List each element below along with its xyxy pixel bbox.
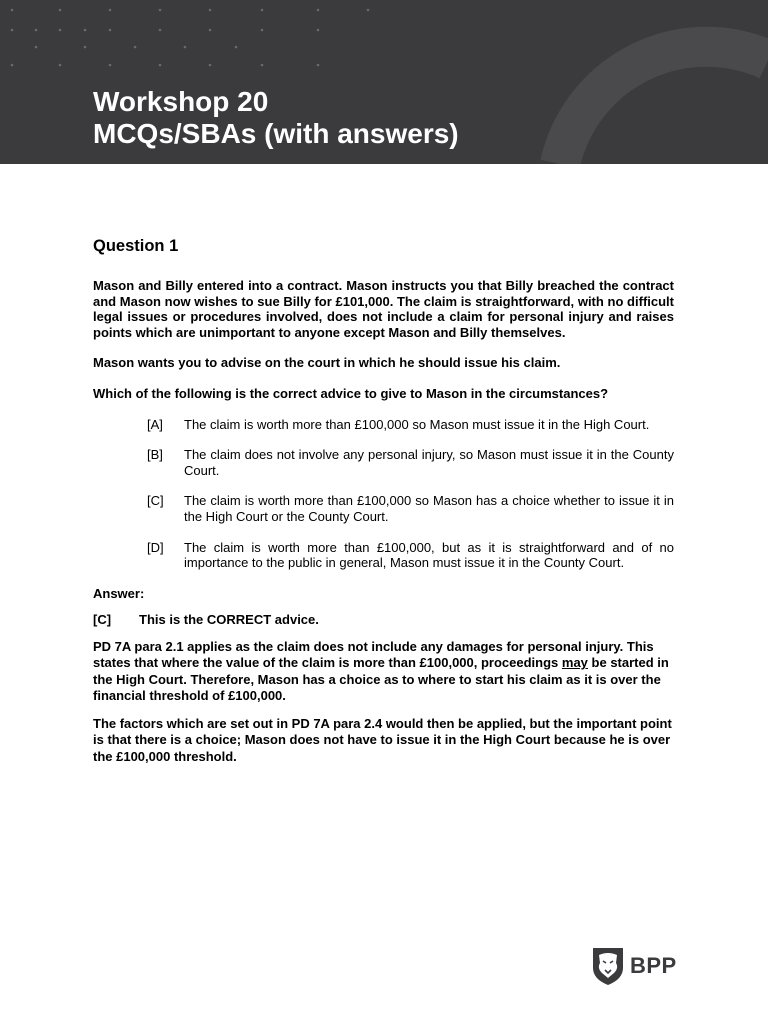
question-instruction: Mason wants you to advise on the court in which he should issue his claim. — [93, 355, 561, 371]
answer-explanation-2: The factors which are set out in PD 7A para 2.4 would then be applied, but the important point is that there is a choice; Mason does not have to issue it in the High Court because he is over the £100,000 threshold. — [93, 715, 672, 764]
option-letter: [D] — [147, 539, 164, 555]
option-c — [93, 493, 674, 524]
option-text: The claim does not involve any personal injury, so Mason must issue it in the County Court. — [184, 447, 674, 478]
option-letter: [A] — [147, 416, 163, 432]
answer-verdict: This is the CORRECT advice. — [139, 612, 319, 628]
option-text: The claim is worth more than £100,000, but as it is straightforward and of no importance to the public in general, Mason must issue it in the County Court. — [184, 539, 674, 571]
option-a — [93, 417, 674, 433]
underlined-word: may — [561, 655, 588, 671]
question-heading: Question 1 — [93, 237, 179, 255]
lion-shield-icon — [590, 946, 626, 986]
question-scenario: Mason and Billy entered into a contract. Mason instructs you that Billy breached the contract and Mason now wishes to sue Billy for £101,000. The claim is straightforward, with no difficult legal issues or procedures involved, does not include a claim for personal injury and raises points which are unimportant to anyone except Mason and Billy themselves. — [93, 278, 674, 340]
option-letter: [C] — [147, 493, 164, 509]
question-content — [93, 236, 674, 776]
explanation-text: PD 7A para 2.1 applies as the claim does not include any damages for personal injury. This states that where the value of the claim is more than £100,000, proceedings — [93, 638, 654, 671]
answer-label: Answer: — [93, 585, 145, 601]
answer-verdict-line — [93, 612, 674, 628]
page-title — [93, 86, 459, 150]
option-d — [93, 540, 674, 571]
header-banner — [0, 0, 768, 164]
explanation-text: be started in the High Court. Therefore, Mason has a choice as to where to start his claim as it is over the financial threshold of £100,000. — [93, 655, 669, 704]
answer-options — [93, 417, 674, 571]
logo-text: BPP — [630, 953, 677, 978]
answer-explanation-1 — [93, 639, 674, 705]
bpp-logo — [590, 946, 677, 986]
title-line-2: MCQs/SBAs (with answers) — [93, 118, 459, 149]
option-b — [93, 447, 674, 478]
option-text: The claim is worth more than £100,000 so Mason must issue it in the High Court. — [184, 416, 650, 432]
option-letter: [B] — [147, 447, 163, 463]
title-line-1: Workshop 20 — [93, 86, 269, 117]
question-prompt: Which of the following is the correct advice to give to Mason in the circumstances? — [93, 385, 609, 401]
option-text: The claim is worth more than £100,000 so Mason has a choice whether to issue it in the High Court or the County Court. — [184, 493, 674, 524]
answer-letter: [C] — [93, 612, 112, 628]
